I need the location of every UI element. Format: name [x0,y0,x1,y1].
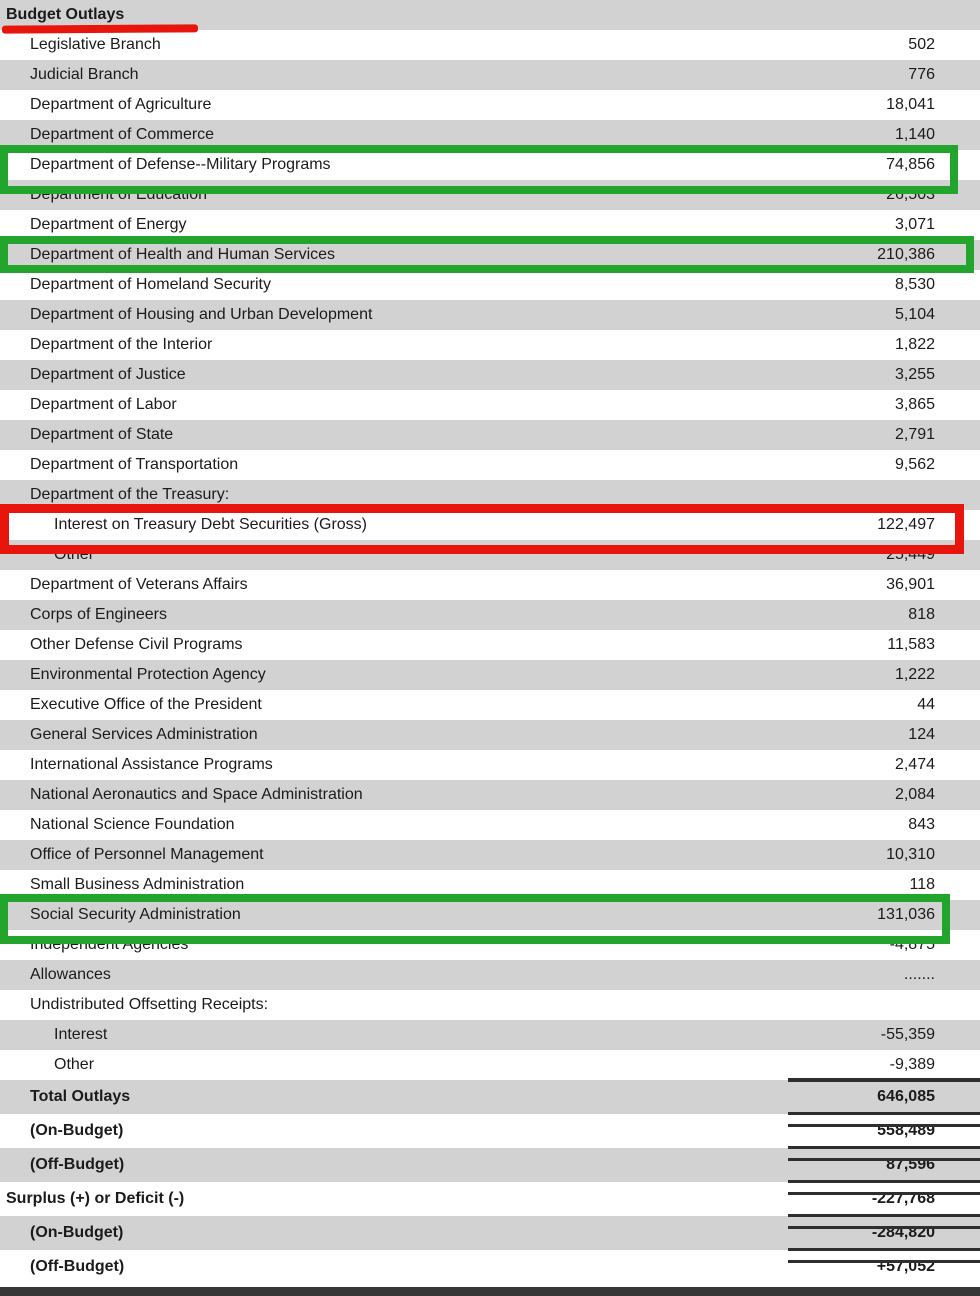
table-bottom-rule [0,1287,980,1296]
row-value: 10,310 [886,846,935,863]
table-row [0,60,980,90]
green-box-annotation-ssa [0,894,950,944]
table-row [0,570,980,600]
table-row [0,780,980,810]
row-label: Executive Office of the President [30,696,262,713]
row-value: 776 [908,66,935,83]
table-row [0,630,980,660]
table-row [0,960,980,990]
number-column-rule-double [788,1112,980,1127]
row-label: (Off-Budget) [30,1258,125,1275]
table-row [0,90,980,120]
row-label: Interest on Treasury Debt Securities (Gross) [54,516,367,533]
row-label: Legislative Branch [30,36,161,53]
row-value: 131,036 [877,906,935,923]
row-label: Department of Veterans Affairs [30,576,248,593]
row-label: Other [54,546,95,563]
row-value: 5,104 [894,306,935,323]
row-label: Department of Justice [30,366,186,383]
row-value: 18,041 [886,96,935,113]
table-row [0,720,980,750]
row-label: Other [54,1056,95,1073]
row-value: 2,791 [894,426,935,443]
row-value: 2,084 [894,786,935,803]
row-label: Department of Commerce [30,126,215,143]
green-box-annotation-defense [0,145,958,194]
row-value: 818 [908,606,935,623]
row-value: 122,497 [877,516,935,533]
table-row [0,1148,980,1182]
row-label: Interest [54,1026,108,1043]
row-label: National Aeronautics and Space Administration [30,786,363,803]
row-value: -227,768 [871,1190,935,1207]
row-label: Department of Transportation [30,456,239,473]
row-value: 502 [908,36,935,53]
row-value: 87,596 [886,1156,935,1173]
table-row [0,990,980,1020]
row-value: 1,140 [894,126,935,143]
row-value: 8,530 [894,276,935,293]
table-row [0,450,980,480]
row-label: Department of Homeland Security [30,276,271,293]
row-value: 3,255 [894,366,935,383]
row-label: International Assistance Programs [30,756,273,773]
table-row [0,1216,980,1250]
table-row [0,1080,980,1114]
table-row [0,810,980,840]
row-label: Total Outlays [30,1088,131,1105]
row-value: 210,386 [877,246,935,263]
row-label: Judicial Branch [30,66,139,83]
row-value: -4,875 [889,936,935,953]
table-row [0,420,980,450]
row-value: 124 [908,726,935,743]
table-row [0,750,980,780]
row-label: Department of Agriculture [30,96,212,113]
row-value: 118 [909,876,935,893]
row-value: 9,562 [894,456,935,473]
row-value: 36,901 [886,576,935,593]
row-label: Undistributed Offsetting Receipts: [30,996,269,1013]
table-row [0,360,980,390]
row-value: 74,856 [886,156,935,173]
row-label: Department of Housing and Urban Development [30,306,373,323]
table-row [0,1114,980,1148]
row-label: Department of Defense--Military Programs [30,156,331,173]
row-label: National Science Foundation [30,816,235,833]
row-value: -9,389 [889,1056,935,1073]
row-value: 843 [908,816,935,833]
number-column-rule-double [788,1146,980,1161]
row-label: Department of the Treasury: [30,486,230,503]
row-label: Department of Labor [30,396,177,413]
row-label: (On-Budget) [30,1122,124,1139]
row-value: 3,865 [894,396,935,413]
row-label: (On-Budget) [30,1224,124,1241]
row-value: 11,583 [887,636,935,653]
table-row [0,330,980,360]
row-value: 646,085 [877,1088,935,1105]
red-box-annotation-interest [0,504,964,554]
row-value: ....... [903,966,935,983]
row-value: 44 [917,696,935,713]
row-label: General Services Administration [30,726,258,743]
table-row [0,270,980,300]
row-value: 1,822 [894,336,935,353]
table-row [0,30,980,60]
row-value: 26,503 [886,186,935,203]
table-row [0,840,980,870]
red-underline-annotation [2,24,198,33]
row-label: (Off-Budget) [30,1156,125,1173]
row-label: Surplus (+) or Deficit (-) [6,1190,185,1207]
row-label: Department of State [30,426,174,443]
table-row [0,300,980,330]
row-label: Department of Education [30,186,207,203]
row-value: 3,071 [894,216,935,233]
number-column-rule-double [788,1180,980,1195]
table-row [0,690,980,720]
row-label: Department of Energy [30,216,187,233]
row-label: Independent Agencies [30,936,189,953]
row-label: Social Security Administration [30,906,241,923]
number-column-rule-double [788,1214,980,1229]
row-label: Allowances [30,966,111,983]
number-column-rule-double [788,1248,980,1263]
row-label: Corps of Engineers [30,606,167,623]
row-label: Department of the Interior [30,336,213,353]
table-row [0,1050,980,1080]
row-label: Environmental Protection Agency [30,666,266,683]
row-label: Department of Health and Human Services [30,246,336,263]
row-value: -55,359 [880,1026,935,1043]
table-row [0,660,980,690]
green-box-annotation-hhs [0,236,974,273]
row-value: 558,489 [877,1122,935,1139]
table-row [0,390,980,420]
row-value: 25,449 [886,546,935,563]
row-value: 1,222 [894,666,935,683]
row-value: +57,052 [876,1258,935,1275]
row-label: Small Business Administration [30,876,245,893]
row-label: Other Defense Civil Programs [30,636,243,653]
row-value: 2,474 [894,756,935,773]
row-label: Budget Outlays [6,6,125,23]
table-row [0,1020,980,1050]
row-value: -284,820 [871,1224,935,1241]
number-column-rule-single [788,1078,980,1082]
row-label: Office of Personnel Management [30,846,264,863]
table-row [0,600,980,630]
table-row [0,1250,980,1284]
table-row [0,1182,980,1216]
